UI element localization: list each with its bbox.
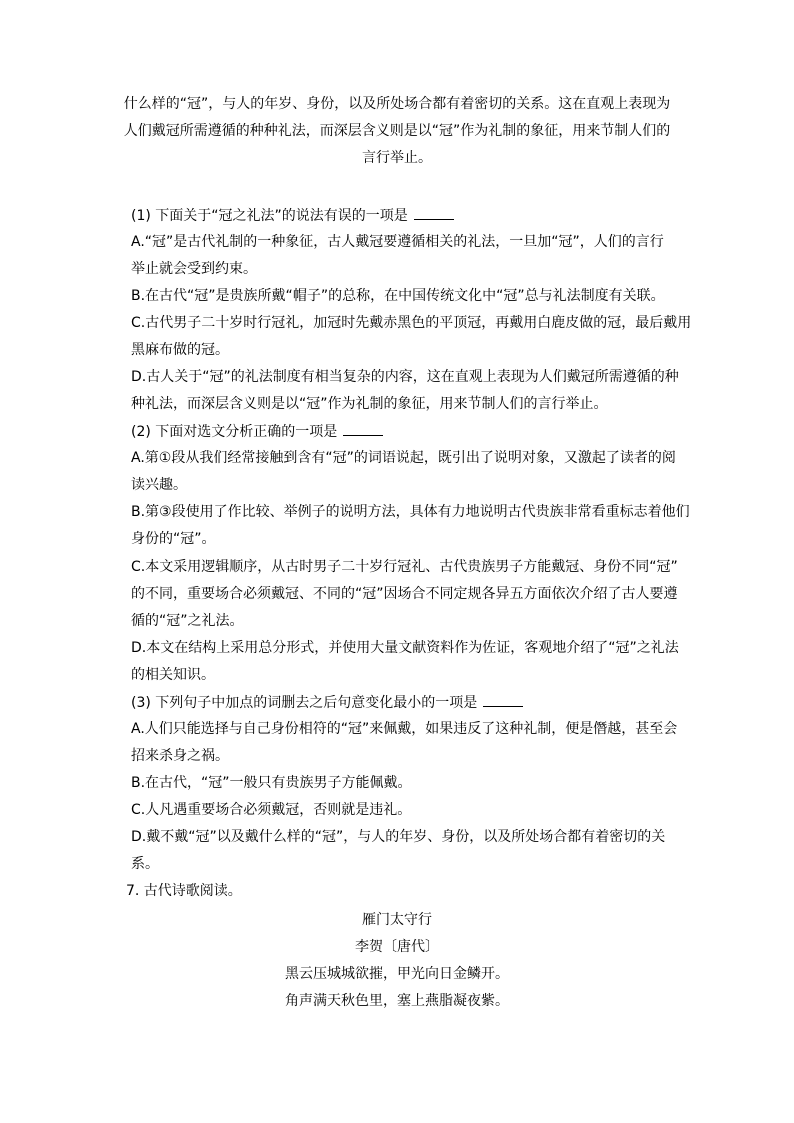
q1-option-d-line-1: D.古人关于“冠”的礼法制度有相当复杂的内容，这在直观上表现为人们戴冠所需遵循的种 (131, 369, 679, 385)
q1-option-c-line-1: C.古代男子二十岁时行冠礼，加冠时先戴赤黑色的平顶冠，再戴用白鹿皮做的冠，最后戴用 (131, 315, 692, 331)
intro-line-1: 什么样的“冠”，与人的年岁、身份，以及所处场合都有着密切的关系。这在直观上表现为 (123, 96, 671, 112)
answer-blank[interactable] (414, 205, 454, 220)
q3-option-b-line-1: B.在古代，“冠”一般只有贵族男子方能佩戴。 (131, 775, 412, 791)
q3-option-a-line-2: 招来杀身之祸。 (131, 748, 229, 764)
q1-option-a-line-2: 举止就会受到约束。 (131, 261, 257, 277)
poem-verse-1: 黑云压城城欲摧，甲光向日金鳞开。 (285, 966, 509, 982)
q2-option-a-line-1: A.第①段从我们经常接触到含有“冠”的词语说起，既引出了说明对象，又激起了读者的阅 (131, 450, 676, 466)
question-2-stem-text: (2) 下面对选文分析正确的一项是 (131, 424, 338, 440)
poem-author: 李贺〔唐代〕 (355, 939, 439, 955)
question-1-stem (131, 205, 454, 225)
question-3-stem (131, 692, 523, 712)
answer-blank[interactable] (343, 421, 383, 436)
answer-blank[interactable] (483, 692, 523, 707)
q3-option-d-line-2: 系。 (131, 856, 159, 872)
question-7-stem: 7. 古代诗歌阅读。 (126, 883, 242, 899)
q1-option-a-line-1: A.“冠”是古代礼制的一种象征，古人戴冠要遵循相关的礼法，一旦加“冠”，人们的言行 (131, 234, 664, 250)
q2-option-c-line-1: C.本文采用逻辑顺序，从古时男子二十岁行冠礼、古代贵族男子方能戴冠、身份不同“冠” (131, 559, 678, 575)
q3-option-a-line-1: A.人们只能选择与自己身份相符的“冠”来佩戴，如果违反了这种礼制，便是僭越，甚至会 (131, 721, 678, 737)
question-3-stem-text: (3) 下列句子中加点的词删去之后句意变化最小的一项是 (131, 695, 478, 711)
q1-option-b-line-1: B.在古代“冠”是贵族所戴“帽子”的总称，在中国传统文化中“冠”总与礼法制度有关联。 (131, 288, 665, 304)
q2-option-c-line-2: 的不同，重要场合必须戴冠、不同的“冠”因场合不同定规各异五方面依次介绍了古人要遵 (131, 586, 678, 602)
q2-option-c-line-3: 循的“冠”之礼法。 (131, 613, 244, 629)
q3-option-d-line-1: D.戴不戴“冠”以及戴什么样的“冠”，与人的年岁、身份，以及所处场合都有着密切的关 (131, 829, 666, 845)
q2-option-d-line-2: 的相关知识。 (131, 667, 215, 683)
q2-option-a-line-2: 读兴趣。 (131, 477, 187, 493)
intro-line-2: 人们戴冠所需遵循的种种礼法，而深层含义则是以“冠”作为礼制的象征，用来节制人们的 (123, 123, 671, 139)
question-1-stem-text: (1) 下面关于“冠之礼法”的说法有误的一项是 (131, 208, 408, 224)
q1-option-d-line-2: 种礼法，而深层含义则是以“冠”作为礼制的象征，用来节制人们的言行举止。 (131, 396, 608, 412)
q2-option-d-line-1: D.本文在结构上采用总分形式，并使用大量文献资料作为佐证，客观地介绍了“冠”之礼法 (131, 640, 679, 656)
intro-line-3: 言行举止。 (362, 150, 432, 166)
poem-title: 雁门太守行 (362, 912, 432, 928)
q2-option-b-line-1: B.第③段使用了作比较、举例子的说明方法，具体有力地说明古代贵族非常看重标志着他们 (131, 504, 690, 520)
poem-verse-2: 角声满天秋色里，塞上燕脂凝夜紫。 (285, 993, 509, 1009)
q3-option-c-line-1: C.人凡遇重要场合必须戴冠，否则就是违礼。 (131, 802, 412, 818)
q1-option-c-line-2: 黑麻布做的冠。 (131, 342, 229, 358)
q2-option-b-line-2: 身份的“冠”。 (131, 531, 216, 547)
question-2-stem (131, 421, 383, 441)
